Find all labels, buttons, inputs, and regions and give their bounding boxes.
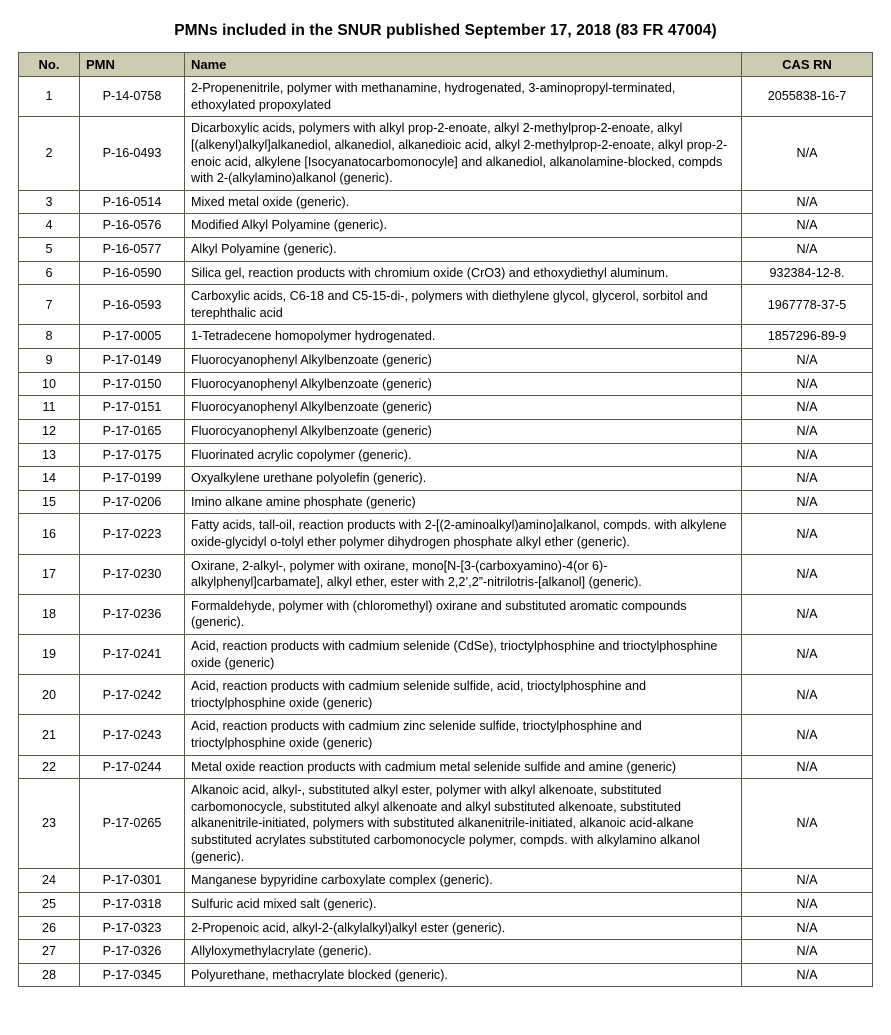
table-row [19, 190, 873, 214]
cell-pmn: P-17-0199 [80, 467, 185, 491]
table-row [19, 594, 873, 634]
cell-cas-rn: N/A [742, 554, 873, 594]
cell-pmn: P-16-0593 [80, 285, 185, 325]
column-header-cas-rn: CAS RN [742, 53, 873, 77]
cell-pmn: P-16-0576 [80, 214, 185, 238]
cell-cas-rn: N/A [742, 916, 873, 940]
column-header-name: Name [185, 53, 742, 77]
cell-no: 2 [19, 117, 80, 190]
cell-name: Acid, reaction products with cadmium zinc selenide sulfide, trioctylphosphine and trioctylphosphine oxide (generic) [185, 715, 742, 755]
cell-pmn: P-17-0150 [80, 372, 185, 396]
cell-no: 10 [19, 372, 80, 396]
cell-cas-rn: N/A [742, 419, 873, 443]
cell-pmn: P-16-0493 [80, 117, 185, 190]
table-row [19, 755, 873, 779]
cell-cas-rn: N/A [742, 214, 873, 238]
cell-name: 1-Tetradecene homopolymer hydrogenated. [185, 325, 742, 349]
column-header-pmn: PMN [80, 53, 185, 77]
cell-pmn: P-17-0206 [80, 490, 185, 514]
table-row [19, 514, 873, 554]
cell-pmn: P-17-0151 [80, 396, 185, 420]
cell-pmn: P-17-0323 [80, 916, 185, 940]
cell-cas-rn: N/A [742, 349, 873, 373]
cell-no: 6 [19, 261, 80, 285]
cell-cas-rn: N/A [742, 490, 873, 514]
cell-no: 19 [19, 635, 80, 675]
cell-name: Silica gel, reaction products with chromium oxide (CrO3) and ethoxydiethyl aluminum. [185, 261, 742, 285]
cell-pmn: P-17-0243 [80, 715, 185, 755]
cell-pmn: P-16-0514 [80, 190, 185, 214]
cell-no: 27 [19, 940, 80, 964]
cell-cas-rn: N/A [742, 755, 873, 779]
cell-cas-rn: N/A [742, 635, 873, 675]
cell-no: 18 [19, 594, 80, 634]
cell-name: Allyloxymethylacrylate (generic). [185, 940, 742, 964]
cell-cas-rn: N/A [742, 779, 873, 869]
cell-name: Sulfuric acid mixed salt (generic). [185, 892, 742, 916]
table-row [19, 554, 873, 594]
cell-pmn: P-17-0326 [80, 940, 185, 964]
table-row [19, 443, 873, 467]
cell-name: Alkyl Polyamine (generic). [185, 238, 742, 262]
table-row [19, 490, 873, 514]
table-row [19, 715, 873, 755]
cell-name: Acid, reaction products with cadmium selenide sulfide, acid, trioctylphosphine and trioctylphosphine oxide (generic) [185, 675, 742, 715]
cell-name: Imino alkane amine phosphate (generic) [185, 490, 742, 514]
cell-no: 11 [19, 396, 80, 420]
cell-no: 21 [19, 715, 80, 755]
cell-name: Oxirane, 2-alkyl-, polymer with oxirane, mono[N-[3-(carboxyamino)-4(or 6)-alkylphenyl]carbamate], alkyl ether, ester with 2,2’,2”-nitrilotris-[alkanol] (generic). [185, 554, 742, 594]
cell-no: 20 [19, 675, 80, 715]
cell-pmn: P-17-0223 [80, 514, 185, 554]
cell-cas-rn: N/A [742, 675, 873, 715]
column-header-no: No. [19, 53, 80, 77]
cell-cas-rn: N/A [742, 514, 873, 554]
cell-cas-rn: N/A [742, 372, 873, 396]
cell-name: Fluorocyanophenyl Alkylbenzoate (generic) [185, 372, 742, 396]
table-row [19, 285, 873, 325]
table-row [19, 349, 873, 373]
cell-pmn: P-14-0758 [80, 77, 185, 117]
cell-no: 3 [19, 190, 80, 214]
table-row [19, 467, 873, 491]
cell-cas-rn: N/A [742, 892, 873, 916]
table-header-row [19, 53, 873, 77]
cell-cas-rn: N/A [742, 715, 873, 755]
cell-cas-rn: N/A [742, 443, 873, 467]
cell-no: 24 [19, 869, 80, 893]
cell-no: 13 [19, 443, 80, 467]
cell-cas-rn: 932384-12-8. [742, 261, 873, 285]
cell-cas-rn: 1967778-37-5 [742, 285, 873, 325]
cell-cas-rn: N/A [742, 940, 873, 964]
cell-pmn: P-17-0005 [80, 325, 185, 349]
cell-pmn: P-17-0301 [80, 869, 185, 893]
cell-name: Dicarboxylic acids, polymers with alkyl prop-2-enoate, alkyl 2-methylprop-2-enoate, alkyl [(alkenyl)alkyl]alkanediol, alkanediol, alkanedioic acid, alkyl 2-methylprop-2-enoate, alkyl prop-2-enoic acid, alkylene [Isocyanatocarbomonocyle] and alkanediol, alkanolamine-blocked, compds with 2-(alkylamino)alkanol (generic). [185, 117, 742, 190]
cell-no: 16 [19, 514, 80, 554]
cell-pmn: P-17-0175 [80, 443, 185, 467]
pmn-table [18, 52, 873, 987]
page-title: PMNs included in the SNUR published September 17, 2018 (83 FR 47004) [174, 22, 717, 39]
table-header [19, 53, 873, 77]
cell-name: Carboxylic acids, C6-18 and C5-15-di-, polymers with diethylene glycol, glycerol, sorbitol and terephthalic acid [185, 285, 742, 325]
cell-pmn: P-17-0149 [80, 349, 185, 373]
cell-cas-rn: N/A [742, 963, 873, 987]
cell-no: 23 [19, 779, 80, 869]
table-row [19, 963, 873, 987]
cell-pmn: P-17-0242 [80, 675, 185, 715]
cell-cas-rn: N/A [742, 190, 873, 214]
cell-no: 12 [19, 419, 80, 443]
table-row [19, 940, 873, 964]
cell-pmn: P-17-0230 [80, 554, 185, 594]
table-row [19, 117, 873, 190]
cell-cas-rn: N/A [742, 467, 873, 491]
cell-pmn: P-17-0165 [80, 419, 185, 443]
cell-no: 7 [19, 285, 80, 325]
cell-pmn: P-17-0241 [80, 635, 185, 675]
cell-no: 4 [19, 214, 80, 238]
table-body [19, 77, 873, 987]
table-row [19, 675, 873, 715]
table-row [19, 396, 873, 420]
cell-name: Fluorocyanophenyl Alkylbenzoate (generic) [185, 396, 742, 420]
cell-pmn: P-17-0265 [80, 779, 185, 869]
cell-name: Metal oxide reaction products with cadmium metal selenide sulfide and amine (generic) [185, 755, 742, 779]
table-row [19, 419, 873, 443]
cell-no: 17 [19, 554, 80, 594]
cell-no: 1 [19, 77, 80, 117]
cell-no: 14 [19, 467, 80, 491]
table-row [19, 238, 873, 262]
cell-no: 25 [19, 892, 80, 916]
cell-no: 28 [19, 963, 80, 987]
cell-pmn: P-17-0318 [80, 892, 185, 916]
cell-name: Acid, reaction products with cadmium selenide (CdSe), trioctylphosphine and trioctylphosphine oxide (generic) [185, 635, 742, 675]
cell-cas-rn: N/A [742, 396, 873, 420]
table-row [19, 77, 873, 117]
table-row [19, 916, 873, 940]
cell-name: Alkanoic acid, alkyl-, substituted alkyl ester, polymer with alkyl alkenoate, substituted carbomonocycle, substituted alkyl alkenoate and alkyl substituted alkenoate, substituted alkanenitrile-initiated, polymers with substituted alkanenitrile-initiated, alkanoic acid-alkane substituted acrylates substituted carbomonocycle polymer, compds. with alkylamino alkanol (generic). [185, 779, 742, 869]
table-row [19, 869, 873, 893]
cell-name: Formaldehyde, polymer with (chloromethyl) oxirane and substituted aromatic compounds (generic). [185, 594, 742, 634]
cell-name: 2-Propenoic acid, alkyl-2-(alkylalkyl)alkyl ester (generic). [185, 916, 742, 940]
cell-name: Fluorocyanophenyl Alkylbenzoate (generic) [185, 349, 742, 373]
table-row [19, 892, 873, 916]
cell-cas-rn: N/A [742, 117, 873, 190]
cell-cas-rn: 2055838-16-7 [742, 77, 873, 117]
table-row [19, 214, 873, 238]
cell-pmn: P-17-0345 [80, 963, 185, 987]
cell-name: Fluorinated acrylic copolymer (generic). [185, 443, 742, 467]
cell-no: 22 [19, 755, 80, 779]
cell-name: Modified Alkyl Polyamine (generic). [185, 214, 742, 238]
cell-cas-rn: N/A [742, 594, 873, 634]
cell-no: 5 [19, 238, 80, 262]
cell-name: Oxyalkylene urethane polyolefin (generic). [185, 467, 742, 491]
cell-no: 15 [19, 490, 80, 514]
table-row [19, 325, 873, 349]
cell-name: Polyurethane, methacrylate blocked (generic). [185, 963, 742, 987]
cell-pmn: P-17-0244 [80, 755, 185, 779]
cell-name: Fluorocyanophenyl Alkylbenzoate (generic) [185, 419, 742, 443]
cell-name: Manganese bypyridine carboxylate complex (generic). [185, 869, 742, 893]
cell-name: Mixed metal oxide (generic). [185, 190, 742, 214]
table-row [19, 635, 873, 675]
cell-cas-rn: N/A [742, 238, 873, 262]
cell-pmn: P-17-0236 [80, 594, 185, 634]
cell-no: 26 [19, 916, 80, 940]
table-row [19, 779, 873, 869]
cell-pmn: P-16-0577 [80, 238, 185, 262]
table-row [19, 261, 873, 285]
table-row [19, 372, 873, 396]
cell-cas-rn: 1857296-89-9 [742, 325, 873, 349]
cell-cas-rn: N/A [742, 869, 873, 893]
cell-pmn: P-16-0590 [80, 261, 185, 285]
cell-no: 9 [19, 349, 80, 373]
cell-no: 8 [19, 325, 80, 349]
cell-name: 2-Propenenitrile, polymer with methanamine, hydrogenated, 3-aminopropyl-terminated, ethoxylated propoxylated [185, 77, 742, 117]
cell-name: Fatty acids, tall-oil, reaction products with 2-[(2-aminoalkyl)amino]alkanol, compds. with alkylene oxide-glycidyl o-tolyl ether polymer dihydrogen phosphate alkyl ether (generic). [185, 514, 742, 554]
